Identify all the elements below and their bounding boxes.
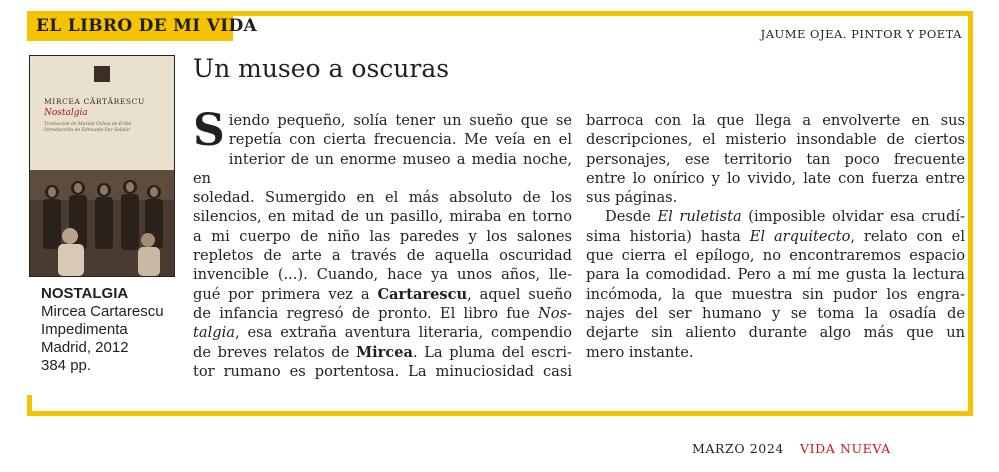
col1-line: [193, 323, 572, 342]
frame-bottom-rule: [27, 411, 973, 416]
col1-line: tor rumano es portentosa. La minuciosidad casi: [193, 362, 572, 380]
book-title: NOSTALGIA: [41, 285, 129, 302]
col2-line: entre lo onírico y lo vivido, late con fuerza entre: [586, 169, 965, 187]
col1-line: iendo pequeño, solía tener un sueño que se: [228, 112, 572, 129]
article-column-2: [586, 111, 965, 362]
col2-line: najes del ser humano y se toma la osadía de: [586, 304, 965, 322]
cover-top-panel: [30, 56, 174, 170]
col1-line: a mi cuerpo de niño las paredes y los salones: [193, 227, 572, 245]
book-author: Mircea Cartarescu: [41, 303, 164, 320]
col1-line: interior de un enorme museo a media noche, en: [193, 150, 572, 187]
col1-text: de infancia regresó de pronto. El libro fue: [193, 304, 539, 322]
footer-date: MARZO 2024: [692, 441, 784, 456]
col1-line: silencios, en mitad de un pasillo, miraba en torno: [193, 208, 572, 226]
cover-author: MIRCEA CĂRTĂRESCU: [44, 97, 145, 106]
col2-line: [586, 207, 965, 226]
cover-credits: [44, 122, 131, 134]
byline: JAUME OJEA. PINTOR Y POETA: [760, 27, 962, 41]
col2-text: Desde: [605, 208, 658, 226]
footer-magazine: VIDA NUEVA: [800, 441, 891, 456]
col1-text: . La pluma del escri-: [412, 343, 572, 361]
col2-line: barroca con la que llega a envolverte en sus: [586, 112, 965, 129]
article-column-1: [193, 105, 573, 381]
col1-line: [193, 304, 572, 323]
col1-text: , aquel sueño: [467, 285, 573, 303]
col1-text: , esa extraña aventura literaria, compendio: [234, 324, 572, 342]
col2-text: (imposible olvidar esa crudí-: [741, 208, 965, 226]
cover-credit-introduction: Introducción de Edmundo Paz Soldán: [44, 128, 130, 133]
cover-photo: [30, 170, 174, 276]
col2-line: dejarte sin aliento durante algo más que un: [586, 324, 965, 342]
book-place-year: Madrid, 2012: [41, 339, 129, 356]
book-cover: [30, 56, 174, 276]
headline: Un museo a oscuras: [193, 54, 450, 83]
book-pages: 384 pp.: [41, 357, 92, 374]
story-title-italic: El ruletista: [657, 208, 742, 226]
col2-text: sima historia) hasta: [586, 227, 750, 245]
col1-text: gué por primera vez a: [193, 285, 378, 303]
section-label: EL LIBRO DE MI VIDA: [27, 11, 233, 41]
col1-line: repletos de arte a través de aquella oscuridad: [193, 247, 572, 265]
col2-line: que cierra el epílogo, no encontraremos espacio: [586, 247, 965, 265]
cover-title: Nostalgia: [44, 108, 88, 118]
col2-line: para la comodidad. Pero a mí me gusta la lectura: [586, 266, 965, 284]
col2-text: , relato con el: [850, 227, 965, 245]
book-title-italic: talgia: [193, 324, 235, 342]
col1-line: invencible (...). Cuando, hace ya unos años, lle-: [193, 266, 572, 284]
book-title-italic: Nos-: [538, 304, 572, 322]
col2-line: incómoda, la que muestra sin pudor los engra-: [586, 285, 965, 303]
col1-line: [193, 285, 572, 304]
col2-line: descripciones, el misterio insondable de ciertos: [586, 131, 965, 149]
frame-right-rule: [968, 11, 973, 416]
publisher-logo: [94, 66, 110, 82]
col2-line: mero instante.: [586, 343, 694, 361]
drop-cap: S: [193, 105, 225, 156]
col1-line: repetía con cierta frecuencia. Me veía en el: [228, 131, 572, 149]
col2-line: personajes, ese territorio tan poco frecuente: [586, 150, 965, 168]
book-publisher: Impedimenta: [41, 321, 128, 338]
col1-line: [193, 343, 572, 362]
col2-line: sus páginas.: [586, 189, 678, 207]
frame-left-rule: [27, 395, 32, 416]
book-info: [41, 285, 164, 375]
col1-text: de breves relatos de: [193, 343, 356, 361]
col1-line: soledad. Sumergido en el más absoluto de los: [193, 189, 572, 207]
author-name-bold: Cartarescu: [377, 285, 468, 303]
col2-line: [586, 227, 965, 246]
cover-credit-translation: Traducción de Marian Ochoa de Eribe: [44, 122, 132, 127]
story-title-italic: El arquitecto: [749, 227, 851, 245]
author-name-bold: Mircea: [355, 343, 413, 361]
